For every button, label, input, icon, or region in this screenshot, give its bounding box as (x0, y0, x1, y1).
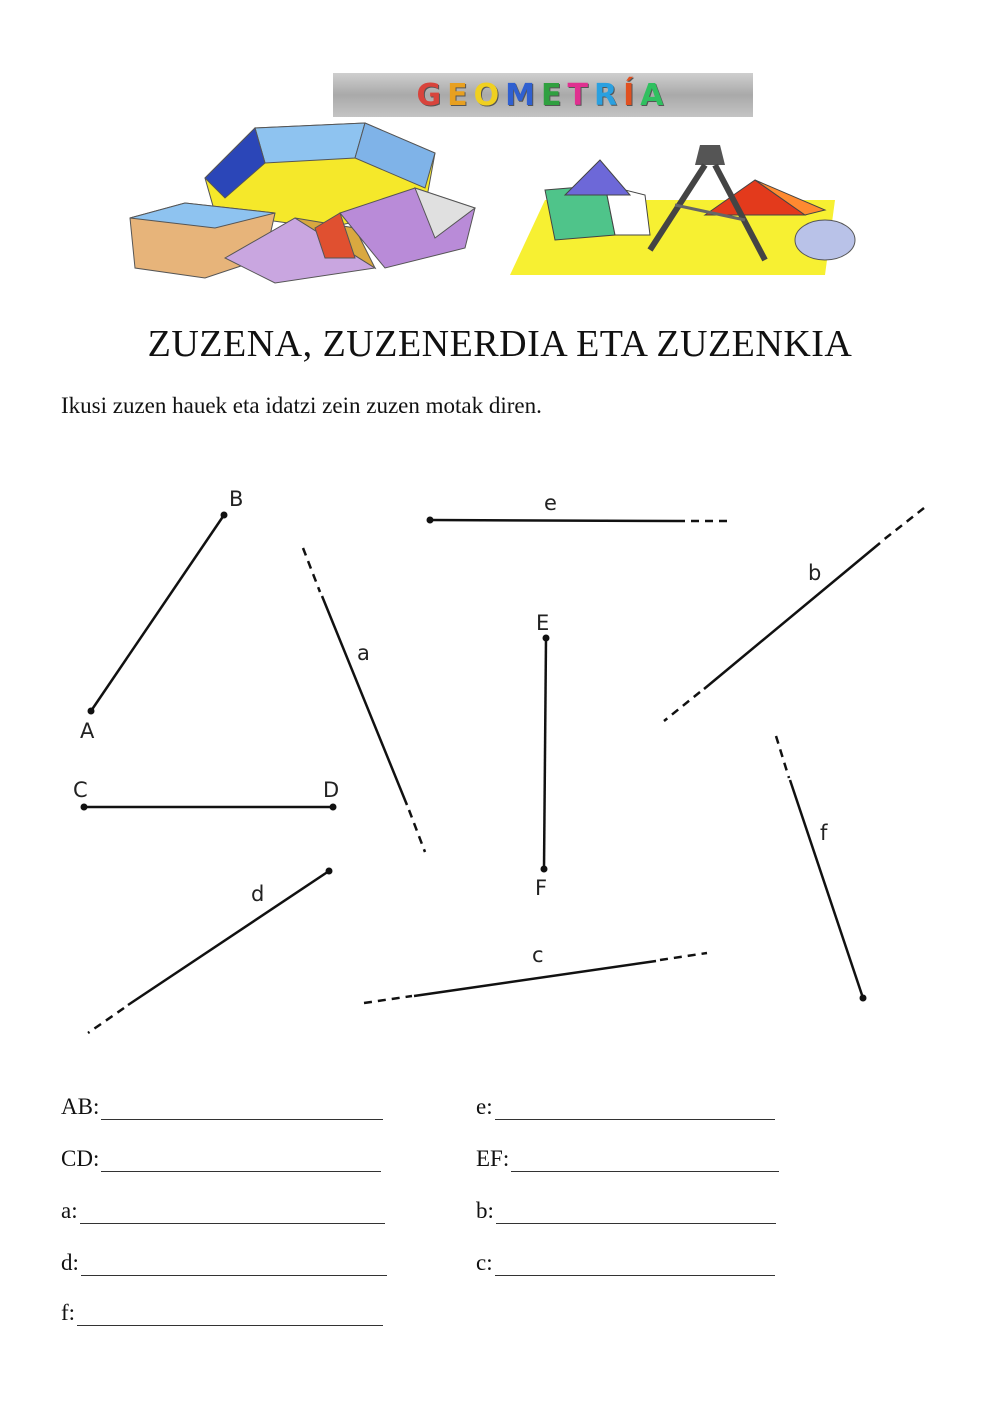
banner-title (333, 73, 753, 117)
answer-label: e: (476, 1094, 493, 1119)
line-a (322, 596, 407, 805)
answer-blank[interactable] (81, 1257, 387, 1276)
ray-e (430, 520, 677, 521)
answer-blank[interactable] (495, 1257, 775, 1276)
answer-label: c: (476, 1250, 493, 1275)
line-c-dash-right (660, 953, 707, 960)
label-line-e: e (544, 491, 557, 515)
line-b-dash-top (882, 508, 924, 541)
label-line-c: c (532, 943, 544, 967)
banner-letter: M (505, 77, 542, 113)
ray-f-dashes (776, 736, 789, 778)
answer-blank[interactable] (77, 1307, 383, 1326)
banner-letter: G (416, 77, 448, 113)
segment-ef (544, 638, 546, 869)
point-a (88, 708, 95, 715)
ray-f (790, 780, 863, 998)
segment-ab (91, 515, 224, 711)
line-a-dash-bottom (409, 810, 425, 852)
banner-letter: O (473, 77, 506, 113)
banner-letter: E (541, 77, 568, 113)
banner-letter: E (447, 77, 474, 113)
instruction-text: Ikusi zuzen hauek eta idatzi zein zuzen motak diren. (61, 393, 542, 418)
answer-f[interactable] (61, 1300, 383, 1326)
solids-compass-illustration (505, 140, 865, 280)
banner-letter: Í (623, 77, 641, 113)
point-f (541, 866, 548, 873)
answer-label: EF: (476, 1146, 510, 1171)
answer-blank[interactable] (101, 1101, 383, 1120)
answer-ef[interactable] (476, 1146, 779, 1172)
label-c: C (73, 778, 88, 802)
line-b (704, 543, 880, 689)
label-a-point: A (80, 719, 95, 743)
answer-cd[interactable] (61, 1146, 381, 1172)
banner-letter: T (567, 77, 594, 113)
label-line-a: a (357, 641, 370, 665)
label-line-f: f (820, 821, 828, 845)
point-b (221, 512, 228, 519)
page-title: ZUZENA, ZUZENERDIA ETA ZUZENKIA (147, 323, 853, 365)
ray-d-dashes (88, 1008, 124, 1033)
answer-label: a: (61, 1198, 78, 1223)
ray-d (128, 871, 329, 1005)
line-b-dash-bottom (664, 692, 700, 721)
answer-ab[interactable] (61, 1094, 383, 1120)
label-f-point: F (535, 876, 548, 900)
answer-label: d: (61, 1250, 79, 1275)
answer-b[interactable] (476, 1198, 776, 1224)
label-b: B (229, 487, 244, 511)
line-c-dash-left (364, 996, 412, 1003)
answer-blank[interactable] (495, 1101, 775, 1120)
answer-d[interactable] (61, 1250, 387, 1276)
answer-label: AB: (61, 1094, 100, 1119)
answer-label: b: (476, 1198, 494, 1223)
answer-label: f: (61, 1300, 76, 1325)
answer-blank[interactable] (80, 1205, 385, 1224)
banner-letter: A (640, 77, 670, 113)
point-c (81, 804, 88, 811)
point-e (543, 635, 550, 642)
answer-blank[interactable] (511, 1153, 779, 1172)
answer-a[interactable] (61, 1198, 385, 1224)
answer-blank[interactable] (496, 1205, 776, 1224)
label-line-b: b (808, 561, 822, 585)
geometria-banner (333, 73, 753, 117)
label-line-d: d (251, 882, 265, 906)
banner-letter: R (593, 77, 624, 113)
answer-blank[interactable] (101, 1153, 381, 1172)
ray-e-endpoint (427, 517, 434, 524)
ray-d-endpoint (326, 868, 333, 875)
answer-c[interactable] (476, 1250, 775, 1276)
ray-f-endpoint (860, 995, 867, 1002)
answer-label: CD: (61, 1146, 100, 1171)
line-a-dash-top (303, 548, 320, 592)
lines-figure (0, 470, 1000, 1060)
point-d (330, 804, 337, 811)
polyhedra-illustration (125, 118, 490, 296)
label-d: D (323, 778, 340, 802)
label-e-point: E (536, 611, 550, 635)
answer-e[interactable] (476, 1094, 775, 1120)
